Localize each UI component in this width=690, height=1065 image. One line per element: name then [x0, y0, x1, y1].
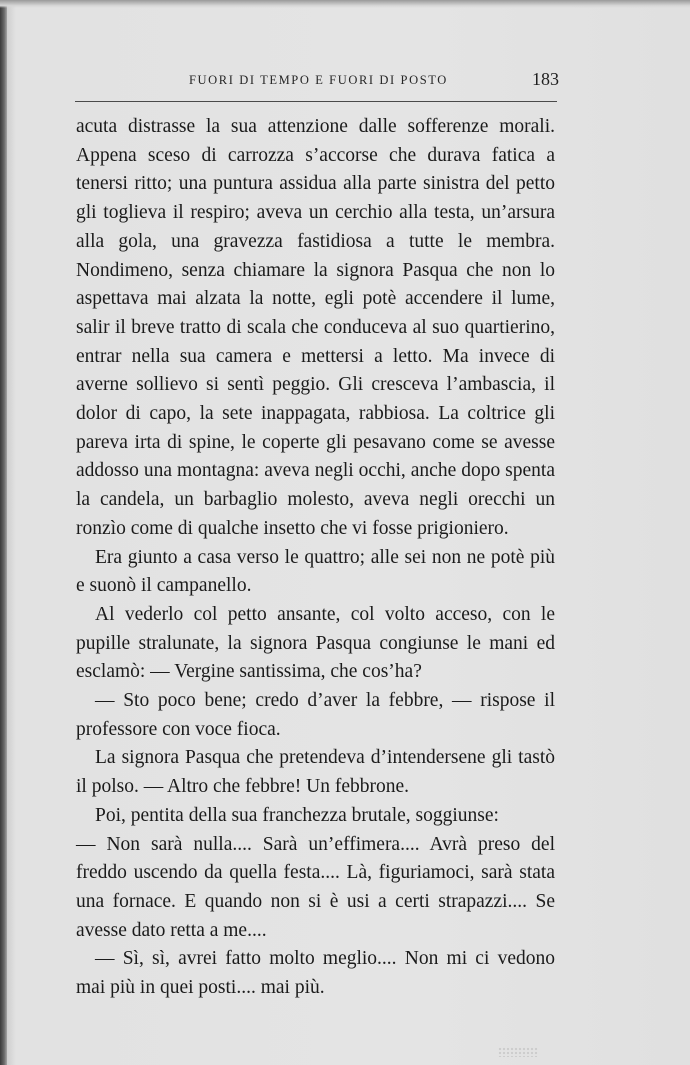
paragraph: — Sì, sì, avrei fatto molto meglio.... Non mi ci vedono mai più in quei posti.... mai più. [76, 948, 555, 999]
page-top-edge [0, 0, 690, 8]
running-head-title: FUORI DI TEMPO E FUORI DI POSTO [189, 73, 448, 87]
paragraph: Al vederlo col petto ansante, col volto acceso, con le pupille stralunate, la signora Pasqua congiunse le mani ed esclamò: — Vergine santissima, che cos’ha? [76, 603, 555, 683]
paragraph: — Non sarà nulla.... Sarà un’effimera.... Avrà preso del freddo uscendo da quella festa.... Là, figuriamoci, sarà stata una fornace. E quando non si è usi a certi strapazzi.... Se avesse dato retta a me.... [76, 833, 555, 941]
paragraph: Era giunto a casa verso le quattro; alle sei non ne potè più e suonò il campanello. [76, 546, 555, 597]
scan-speckle-mark [498, 1047, 538, 1057]
paragraph: acuta distrasse la sua attenzione dalle sofferenze morali. Appena sceso di carrozza s’accorse che durava fatica a tenersi ritto; una puntura assidua alla parte sinistra del petto gli toglieva il respiro; aveva un cerchio alla testa, un’arsura alla gola, una gravezza fastidiosa a tutte le membra. Nondimeno, senza chiamare la signora Pasqua che non lo aspettava mai alzata la notte, egli potè accendere il lume, salir il breve tratto di scala che conduceva al suo quartierino, entrar nella sua camera e mettersi a letto. Ma invece di averne sollievo si sentì peggio. Gli cresceva l’ambascia, il dolor di capo, la sete inappagata, rabbiosa. La coltrice gli pareva irta di spine, le coperte gli pesavano come se avesse addosso una montagna: aveva negli occhi, anche dopo spenta la candela, un barbaglio molesto, aveva negli orecchi un ronzìo come di qualche insetto che vi fosse prigioniero. [76, 116, 555, 539]
header-rule [75, 101, 557, 102]
running-head [75, 71, 559, 95]
paragraph: Poi, pentita della sua franchezza brutale, soggiunse: [95, 804, 499, 826]
paragraph: La signora Pasqua che pretendeva d’intendersene gli tastò il polso. — Altro che febbre! Un febbrone. [76, 747, 555, 798]
page-number: 183 [532, 69, 559, 89]
body-text [76, 113, 555, 1003]
page-spine-shadow [0, 0, 7, 1065]
paragraph: — Sto poco bene; credo d’aver la febbre, — rispose il professore con voce fioca. [76, 690, 555, 740]
